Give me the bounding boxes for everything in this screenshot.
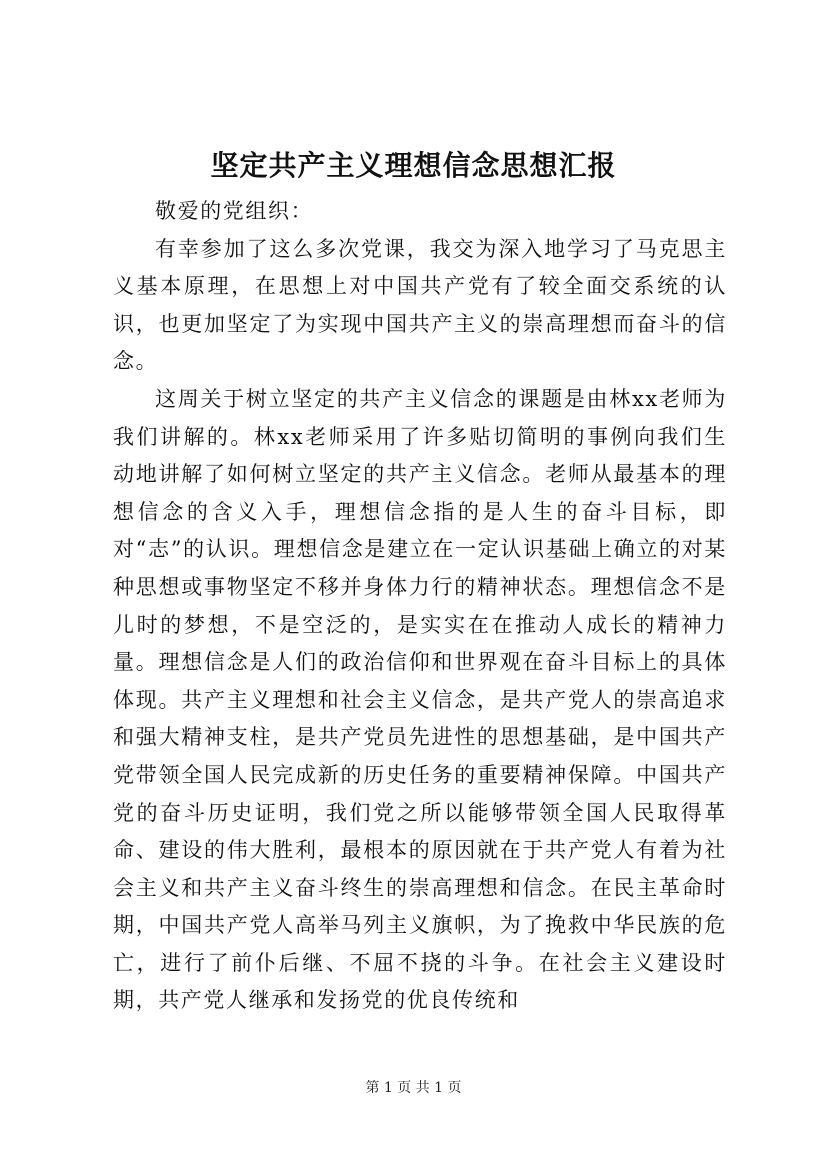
paragraph-1: 有幸参加了这么多次党课，我交为深入地学习了马克思主义基本原理，在思想上对中国共产党有了较全面交系统的认识，也更加坚定了为实现中国共产主义的崇高理想而奋斗的信念。 bbox=[113, 236, 727, 374]
document-body bbox=[113, 193, 727, 1020]
paragraph-2: 这周关于树立坚定的共产主义信念的课题是由林xx老师为我们讲解的。林xx老师采用了许多贴切简明的事例向我们生动地讲解了如何树立坚定的共产主义信念。老师从最基本的理想信念的含义入手，理想信念指的是人生的奋斗目标，即对“志”的认识。理想信念是建立在一定认识基础上确立的对某种思想或事物坚定不移并身体力行的精神状态。理想信念不是儿时的梦想，不是空泛的，是实实在在推动人成长的精神力量。理想信念是人们的政治信仰和世界观在奋斗目标上的具体体现。共产主义理想和社会主义信念，是共产党人的崇高追求和强大精神支柱，是共产党员先进性的思想基础，是中国共产党带领全国人民完成新的历史任务的重要精神保障。中国共产党的奋斗历史证明，我们党之所以能够带领全国人民取得革命、建设的伟大胜利，最根本的原因就在于共产党人有着为社会主义和共产主义奋斗终生的崇高理想和信念。在民主革命时期，中国共产党人高举马列主义旗帜，为了挽救中华民族的危亡，进行了前仆后继、不屈不挠的斗争。在社会主义建设时期，共产党人继承和发扬党的优良传统和 bbox=[113, 386, 727, 1013]
page-number-label: 第 1 页 共 1 页 bbox=[365, 1080, 462, 1096]
document-title: 坚定共产主义理想信念思想汇报 bbox=[210, 149, 617, 182]
salutation: 敬爱的党组织： bbox=[155, 199, 314, 223]
page-footer bbox=[0, 1078, 827, 1098]
